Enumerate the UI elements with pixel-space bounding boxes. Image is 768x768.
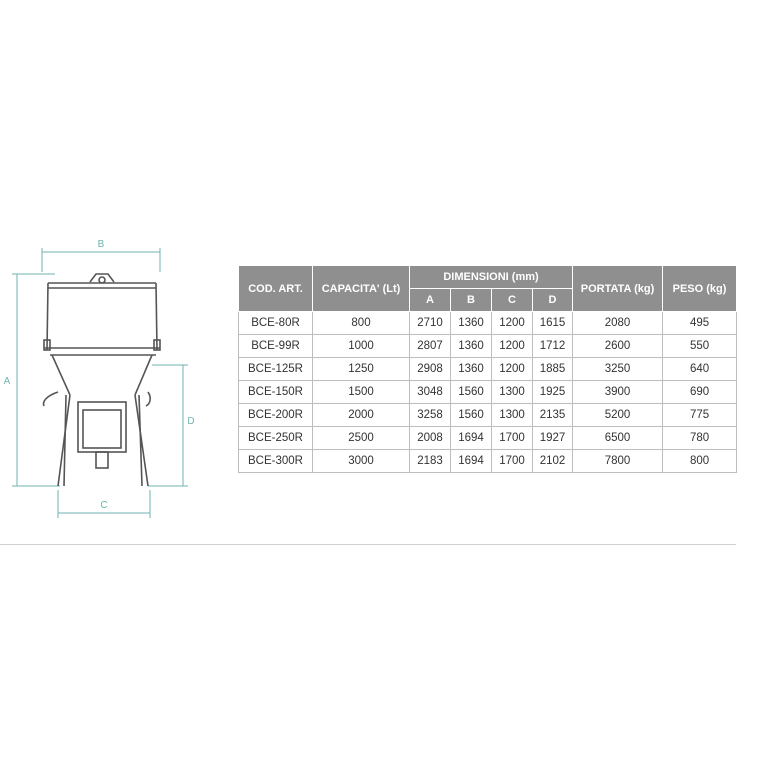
- cell-dim-a: 2183: [410, 450, 451, 473]
- cell-load: 5200: [573, 404, 663, 427]
- header-dimensions: DIMENSIONI (mm): [410, 266, 573, 289]
- cell-code: BCE-150R: [239, 381, 313, 404]
- header-load: PORTATA (kg): [573, 266, 663, 312]
- cell-capacity: 3000: [313, 450, 410, 473]
- cell-dim-b: 1694: [451, 427, 492, 450]
- cell-dim-d: 2102: [533, 450, 573, 473]
- header-code: COD. ART.: [239, 266, 313, 312]
- cell-dim-b: 1560: [451, 404, 492, 427]
- cell-dim-d: 1712: [533, 335, 573, 358]
- cell-load: 7800: [573, 450, 663, 473]
- cell-dim-b: 1360: [451, 335, 492, 358]
- table-row: [239, 335, 737, 358]
- cell-dim-c: 1700: [492, 450, 533, 473]
- cell-load: 6500: [573, 427, 663, 450]
- cell-weight: 800: [663, 450, 737, 473]
- cell-dim-d: 2135: [533, 404, 573, 427]
- cell-dim-d: 1615: [533, 312, 573, 335]
- cell-dim-a: 2908: [410, 358, 451, 381]
- table-header-row: [239, 266, 737, 289]
- cell-capacity: 2000: [313, 404, 410, 427]
- cell-dim-b: 1560: [451, 381, 492, 404]
- cell-load: 2080: [573, 312, 663, 335]
- table-row: [239, 427, 737, 450]
- cell-code: BCE-80R: [239, 312, 313, 335]
- cell-dim-c: 1200: [492, 335, 533, 358]
- cell-code: BCE-125R: [239, 358, 313, 381]
- cell-dim-d: 1925: [533, 381, 573, 404]
- table-row: [239, 450, 737, 473]
- header-dim-c: C: [492, 289, 533, 312]
- cell-code: BCE-99R: [239, 335, 313, 358]
- dimension-label-c: C: [100, 500, 108, 511]
- machine-outline: [44, 274, 160, 486]
- cell-dim-c: 1200: [492, 358, 533, 381]
- cell-weight: 780: [663, 427, 737, 450]
- cell-load: 3900: [573, 381, 663, 404]
- table-row: [239, 358, 737, 381]
- cell-dim-a: 3258: [410, 404, 451, 427]
- cell-dim-c: 1300: [492, 404, 533, 427]
- cell-dim-d: 1885: [533, 358, 573, 381]
- cell-dim-a: 2008: [410, 427, 451, 450]
- cell-dim-a: 3048: [410, 381, 451, 404]
- cell-weight: 690: [663, 381, 737, 404]
- dimension-label-d: D: [187, 416, 195, 427]
- cell-dim-c: 1300: [492, 381, 533, 404]
- cell-dim-a: 2710: [410, 312, 451, 335]
- header-dim-b: B: [451, 289, 492, 312]
- header-dim-d: D: [533, 289, 573, 312]
- cell-dim-b: 1360: [451, 358, 492, 381]
- cell-code: BCE-200R: [239, 404, 313, 427]
- cell-weight: 640: [663, 358, 737, 381]
- cell-weight: 775: [663, 404, 737, 427]
- header-weight: PESO (kg): [663, 266, 737, 312]
- table-row: [239, 404, 737, 427]
- cell-capacity: 800: [313, 312, 410, 335]
- cell-code: BCE-300R: [239, 450, 313, 473]
- cell-dim-a: 2807: [410, 335, 451, 358]
- cell-load: 2600: [573, 335, 663, 358]
- header-capacity: CAPACITA' (Lt): [313, 266, 410, 312]
- cell-capacity: 1000: [313, 335, 410, 358]
- cell-capacity: 2500: [313, 427, 410, 450]
- cell-code: BCE-250R: [239, 427, 313, 450]
- cell-load: 3250: [573, 358, 663, 381]
- cell-capacity: 1250: [313, 358, 410, 381]
- dimension-label-b: B: [97, 239, 105, 250]
- table-row: [239, 312, 737, 335]
- table-row: [239, 381, 737, 404]
- cell-dim-c: 1200: [492, 312, 533, 335]
- specifications-table: [238, 265, 737, 473]
- header-dim-a: A: [410, 289, 451, 312]
- cell-dim-b: 1694: [451, 450, 492, 473]
- cell-dim-b: 1360: [451, 312, 492, 335]
- cell-dim-c: 1700: [492, 427, 533, 450]
- cell-weight: 495: [663, 312, 737, 335]
- dimension-label-a: A: [3, 376, 11, 387]
- cell-weight: 550: [663, 335, 737, 358]
- cell-capacity: 1500: [313, 381, 410, 404]
- divider: [0, 544, 736, 545]
- technical-drawing: [0, 230, 200, 520]
- cell-dim-d: 1927: [533, 427, 573, 450]
